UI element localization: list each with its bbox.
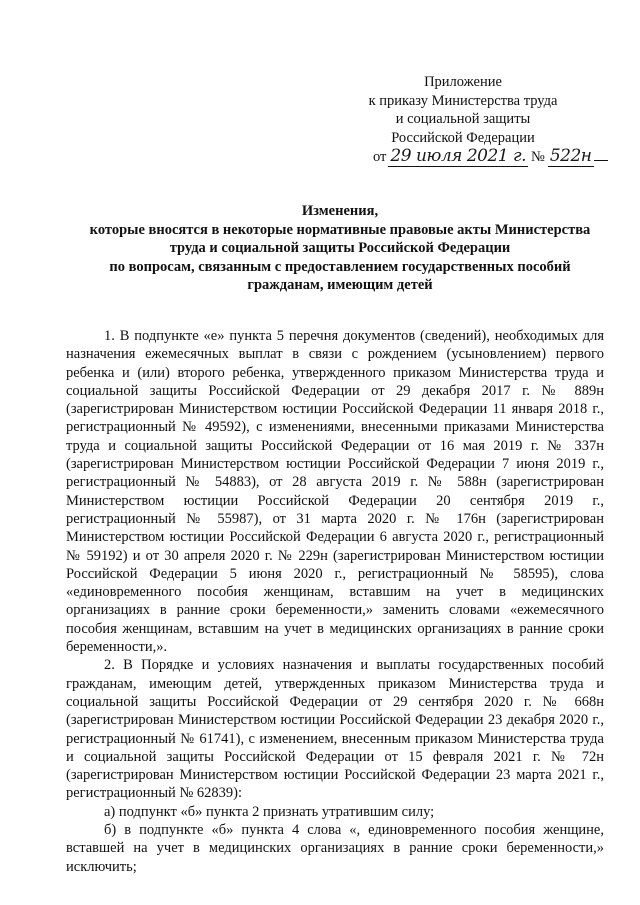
order-prefix: от [373, 149, 387, 165]
document-title [62, 202, 618, 295]
title-line: по вопросам, связанным с предоставлением государственных пособий [109, 258, 571, 275]
title-line: гражданам, имеющим детей [247, 277, 433, 293]
order-number-underline [594, 160, 608, 161]
title-line: Изменения, [301, 203, 379, 219]
document-body [66, 327, 604, 876]
order-number-handwritten: 522н [549, 146, 592, 166]
paragraph-item-1: 1. В подпункте «е» пункта 5 перечня документов (сведений), необходимых для назначения ежемесячных выплат в связи с рождением (усыновлением) первого ребенка и (или) второго ребенка, утвержденного приказом Министерства труда и социальной защиты Российской Федерации от 29 декабря 2017 г. № 889н (зарегистрирован Министерством юстиции Российской Федерации 11 января 2018 г., регистрационный № 49592), с изменениями, внесенными приказами Министерства труда и социальной защиты Российской Федерации от 16 мая 2019 г. № 337н (зарегистрирован Министерством юстиции Российской Федерации 7 июня 2019 г., регистрационный № 54883), от 28 августа 2019 г. № 588н (зарегистрирован Министерством юстиции Российской Федерации 20 сентября 2019 г., регистрационный № 55987), от 31 марта 2020 г. № 176н (зарегистрирован Министерством юстиции Российской Федерации 6 августа 2020 г., регистрационный № 59192) и от 30 апреля 2020 г. № 229н (зарегистрирован Министерством юстиции Российской Федерации 5 июня 2020 г., регистрационный № 58595), слова «единовременного пособия женщинам, вставшим на учет в медицинских организациях в ранние сроки беременности,» заменить словами «ежемесячного пособия женщинам, вставшим на учет в медицинских организациях в ранние сроки беременности,». [66, 328, 604, 656]
appendix-line: к приказу Министерства труда [368, 92, 558, 109]
paragraph-item-2: 2. В Порядке и условиях назначения и выплаты государственных пособий гражданам, имеющим детей, утвержденных приказом Министерства труда и социальной защиты Российской Федерации от 29 сентября 2020 г. № 668н (зарегистрирован Министерством юстиции Российской Федерации 23 декабря 2020 г., регистрационный № 61741), с изменением, внесенным приказом Министерства труда и социальной защиты Российской Федерации от 15 февраля 2021 г. № 72н (зарегистрирован Министерством юстиции Российской Федерации 23 марта 2021 г., регистрационный № 62839): [66, 657, 604, 802]
order-date-handwritten: 29 июля 2021 г. [390, 146, 527, 166]
appendix-line: и социальной защиты [395, 111, 531, 127]
title-line: труда и социальной защиты Российской Федерации [169, 240, 511, 256]
appendix-header [358, 73, 568, 147]
order-reference [373, 147, 603, 166]
appendix-line: Российской Федерации [391, 129, 535, 146]
paragraph-subitem-b: б) в подпункте «б» пункта 4 слова «, единовременного пособия женщине, вставшей на учет в медицинских организациях в ранние сроки беременности,» исключить; [66, 822, 604, 875]
paragraph-subitem-a: а) подпункт «б» пункта 2 признать утратившим силу; [104, 803, 435, 820]
order-number-sign: № [531, 149, 545, 165]
title-line: которые вносятся в некоторые нормативные правовые акты Министерства [89, 221, 591, 238]
appendix-line: Приложение [424, 74, 502, 90]
